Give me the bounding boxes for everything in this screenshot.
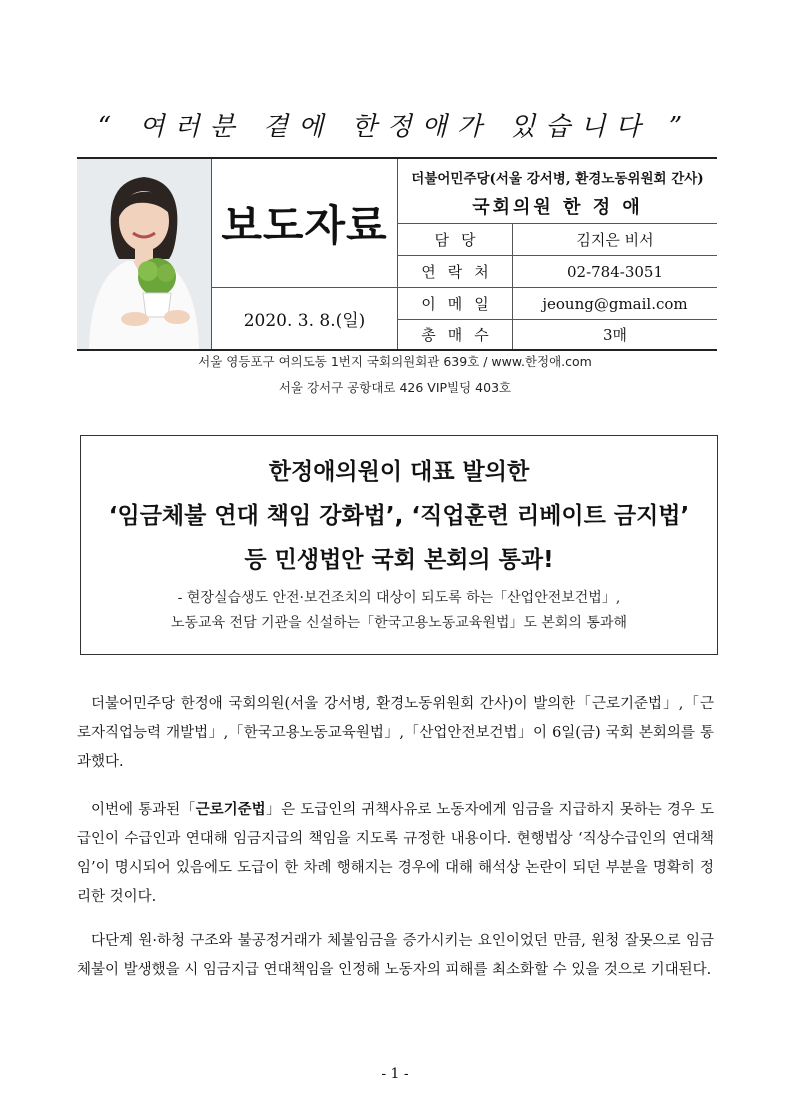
party-affiliation: 더불어민주당(서울 강서병, 환경노동위원회 간사) [411, 171, 704, 187]
member-name: 국회의원 한 정 애 [472, 197, 643, 218]
contact-label: 담당 [398, 224, 513, 255]
release-date: 2020. 3. 8.(일) [212, 288, 398, 349]
headline-line-1: 한정애의원이 대표 발의한 [268, 459, 530, 485]
contact-value: 김지은 비서 [576, 231, 654, 249]
body-paragraph-2 [77, 796, 714, 912]
document-type: 보도자료 [212, 159, 398, 288]
headline-line-3: 등 민생법안 국회 본회의 통과! [244, 547, 554, 573]
contact-value: 3매 [602, 326, 628, 344]
body-paragraph-1: 더불어민주당 한정애 국회의원(서울 강서병, 환경노동위원회 간사)이 발의한「근로기준법」,「근로자직업능력 개발법」,「한국고용노동교육원법」,「산업안전보건법」이 6일(금) 국회 본회의를 통과했다. [77, 696, 714, 770]
contact-row-phone [398, 256, 717, 288]
lawmaker-portrait-image [77, 159, 211, 349]
contact-value: 02-784-3051 [566, 262, 664, 281]
lawmaker-photo [77, 159, 212, 349]
address-line-1: 서울 영등포구 여의도동 1번지 국회의원회관 639호 / www.한정애.com [198, 354, 592, 369]
contact-value: jeoung@gmail.com [542, 294, 688, 313]
page-number: - 1 - [381, 1066, 409, 1082]
contact-label: 이메일 [398, 288, 513, 319]
contact-row-person [398, 224, 717, 256]
sender-info [398, 159, 717, 224]
paragraph-text: 」은 도급인의 귀책사유로 노동자에게 임금을 지급하지 못하는 경우 도급인이 수급인과 연대해 임금지급의 책임을 지도록 규정한 내용이다. 현행법상 ‘직상수급인의 연대책임’이 명시되어 있음에도 도급이 한 차례 행해지는 경우에 대해 해석상 논란이 되던 부분을 명확히 정리한 것이다. [77, 802, 714, 905]
contact-label: 연락처 [398, 256, 513, 287]
slogan: “ 여러분 곁에 한정애가 있습니다 ” [97, 112, 693, 142]
subheadline-line-1: - 현장실습생도 안전·보건조치의 대상이 되도록 하는「산업안전보건법」, [177, 590, 621, 606]
body-paragraph-3: 다단계 원·하청 구조와 불공정거래가 체불임금을 증가시키는 요인이었던 만큼, 원청 잘못으로 임금체불이 발생했을 시 임금지급 연대책임을 인정해 노동자의 피해를 최소화할 수 있을 것으로 기대된다. [77, 933, 714, 978]
contact-label: 총매수 [398, 320, 513, 349]
contact-row-pages [398, 320, 717, 349]
headline-box [80, 435, 718, 655]
subheadline-line-2: 노동교육 전담 기관을 신설하는「한국고용노동교육원법」도 본회의 통과해 [171, 615, 627, 631]
headline-line-2: ‘임금체불 연대 책임 강화법’, ‘직업훈련 리베이트 금지법’ [108, 503, 690, 529]
address-line-2: 서울 강서구 공항대로 426 VIP빌딩 403호 [278, 380, 512, 395]
contact-row-email [398, 288, 717, 320]
law-name-emphasis: 근로기준법 [195, 802, 266, 818]
paragraph-text: 이번에 통과된「 [91, 802, 196, 818]
press-release-header [77, 157, 717, 351]
